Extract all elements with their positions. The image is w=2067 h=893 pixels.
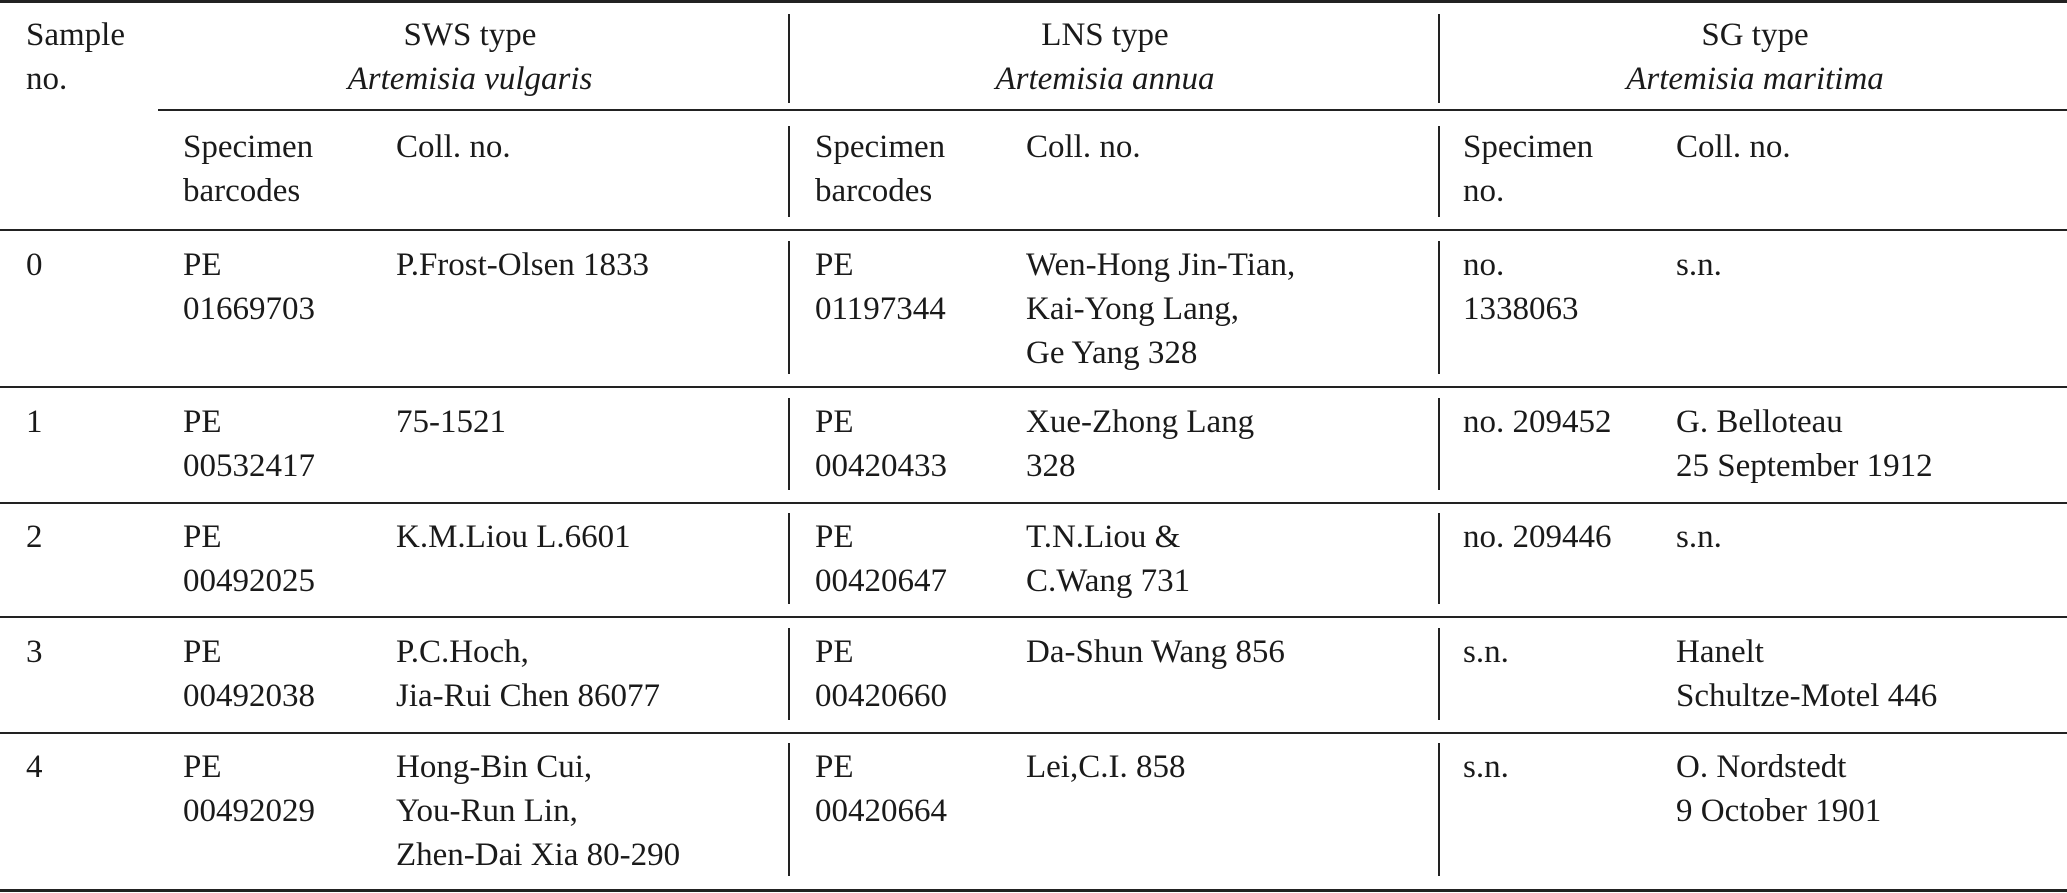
- collection-number-header: Coll. no.: [1676, 129, 1791, 165]
- row-separator: [0, 616, 2067, 618]
- cell-sg-coll: Hanelt Schultze-Motel 446: [1676, 634, 1938, 714]
- group-species-heading: Artemisia annua: [995, 61, 1215, 97]
- cell-sws-coll: 75-1521: [396, 404, 506, 440]
- cell-sg-coll: O. Nordstedt 9 October 1901: [1676, 749, 1882, 829]
- cell-lns-spec: PE 00420647: [815, 519, 947, 599]
- row-separator: [0, 386, 2067, 388]
- group-type-heading: SG type: [1701, 17, 1809, 53]
- cell-sample: 4: [26, 749, 43, 785]
- group-divider: [1438, 513, 1440, 604]
- cell-sg-spec: no. 209446: [1463, 519, 1612, 555]
- group-type-heading: LNS type: [1041, 17, 1169, 53]
- group-divider: [788, 14, 790, 103]
- bottom-rule: [0, 889, 2067, 892]
- group-divider: [788, 126, 790, 217]
- group-species-heading: Artemisia vulgaris: [347, 61, 593, 97]
- group-divider: [1438, 743, 1440, 876]
- cell-lns-spec: PE 00420664: [815, 749, 947, 829]
- group-divider: [1438, 126, 1440, 217]
- cell-sws-spec: PE 00492038: [183, 634, 315, 714]
- cell-lns-coll: Wen-Hong Jin-Tian, Kai-Yong Lang, Ge Yang 328: [1026, 247, 1296, 371]
- cell-sws-coll: K.M.Liou L.6601: [396, 519, 631, 555]
- group-divider: [788, 628, 790, 720]
- group-divider: [1438, 241, 1440, 374]
- cell-sg-spec: s.n.: [1463, 634, 1509, 670]
- cell-lns-coll: Da-Shun Wang 856: [1026, 634, 1285, 670]
- sample-number-header: Sample no.: [26, 17, 125, 97]
- specimen-column-header: Specimen barcodes: [815, 129, 946, 209]
- collection-number-header: Coll. no.: [1026, 129, 1141, 165]
- header-bottom-rule: [0, 229, 2067, 231]
- group-divider: [788, 398, 790, 490]
- row-separator: [0, 732, 2067, 734]
- cell-lns-spec: PE 00420660: [815, 634, 947, 714]
- group-divider: [1438, 628, 1440, 720]
- cell-sws-coll: P.C.Hoch, Jia-Rui Chen 86077: [396, 634, 660, 714]
- row-separator: [0, 502, 2067, 504]
- cell-sample: 1: [26, 404, 43, 440]
- cell-sg-spec: s.n.: [1463, 749, 1509, 785]
- cell-sg-spec: no. 209452: [1463, 404, 1612, 440]
- cell-sws-spec: PE 00532417: [183, 404, 315, 484]
- specimen-column-header: Specimen barcodes: [183, 129, 314, 209]
- specimen-column-header: Specimen no.: [1463, 129, 1594, 209]
- cell-sample: 2: [26, 519, 43, 555]
- cell-sws-spec: PE 01669703: [183, 247, 315, 327]
- cell-sg-coll: G. Belloteau 25 September 1912: [1676, 404, 1933, 484]
- cell-sample: 0: [26, 247, 43, 283]
- cell-sws-spec: PE 00492025: [183, 519, 315, 599]
- group-species-heading: Artemisia maritima: [1626, 61, 1884, 97]
- group-divider: [788, 241, 790, 374]
- cell-lns-coll: T.N.Liou & C.Wang 731: [1026, 519, 1191, 599]
- cell-sample: 3: [26, 634, 43, 670]
- cell-sws-coll: Hong-Bin Cui, You-Run Lin, Zhen-Dai Xia 80-290: [396, 749, 681, 873]
- cell-sg-coll: s.n.: [1676, 519, 1722, 555]
- cell-lns-coll: Lei,C.I. 858: [1026, 749, 1186, 785]
- cell-sg-coll: s.n.: [1676, 247, 1722, 283]
- cell-sws-coll: P.Frost-Olsen 1833: [396, 247, 650, 283]
- group-type-heading: SWS type: [403, 17, 537, 53]
- cell-sg-spec: no. 1338063: [1463, 247, 1579, 327]
- cell-lns-spec: PE 00420433: [815, 404, 947, 484]
- group-divider: [788, 743, 790, 876]
- group-divider: [788, 513, 790, 604]
- group-divider: [1438, 14, 1440, 103]
- group-divider: [1438, 398, 1440, 490]
- cell-lns-spec: PE 01197344: [815, 247, 946, 327]
- cell-sws-spec: PE 00492029: [183, 749, 315, 829]
- group-header-rule: [158, 109, 2067, 111]
- collection-number-header: Coll. no.: [396, 129, 511, 165]
- cell-lns-coll: Xue-Zhong Lang 328: [1026, 404, 1255, 484]
- top-rule: [0, 0, 2067, 3]
